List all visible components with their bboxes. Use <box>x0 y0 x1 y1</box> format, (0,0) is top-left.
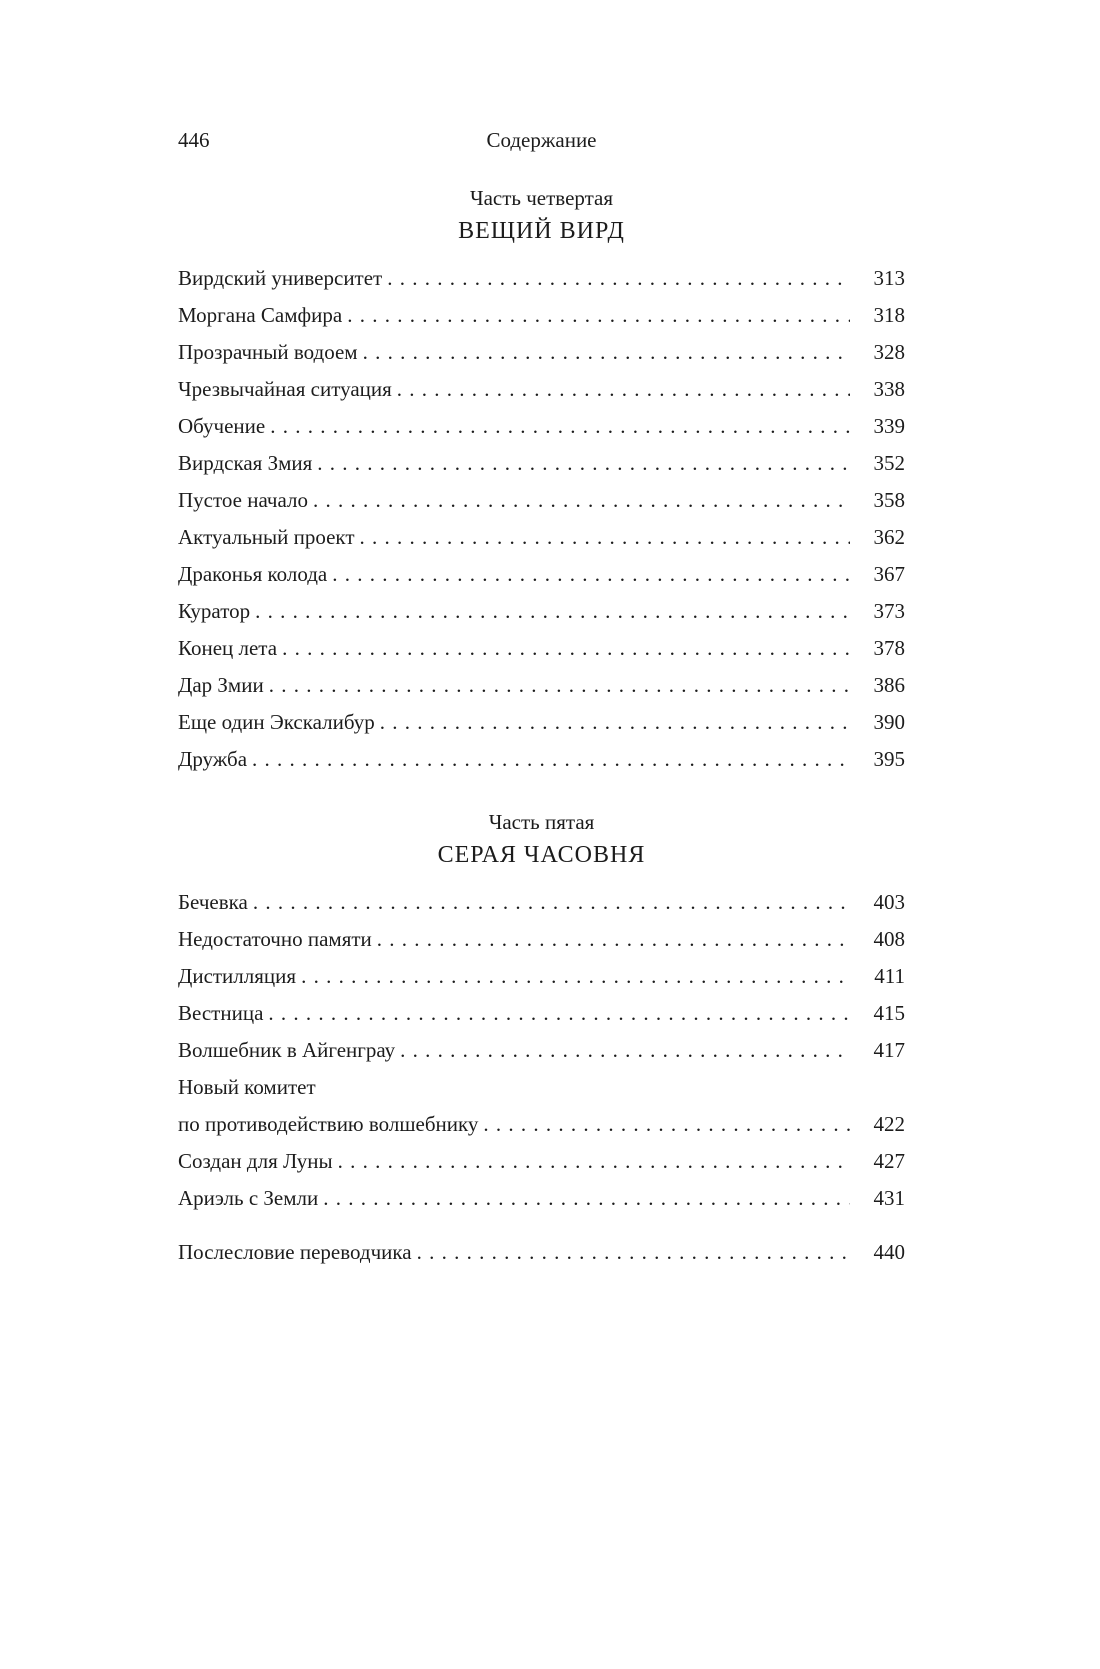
toc-entry-title: Еще один Экскалибур <box>178 710 375 734</box>
dot-leader <box>400 1032 850 1069</box>
dot-leader <box>377 921 850 958</box>
toc-entry-row <box>178 556 905 593</box>
dot-leader <box>380 704 850 741</box>
toc-entry <box>178 260 905 297</box>
toc-entry-title: Куратор <box>178 599 251 623</box>
toc-entry <box>178 408 905 445</box>
toc-entry-title: Вестница <box>178 1001 264 1025</box>
dot-leader <box>417 1234 850 1271</box>
part-label: Часть пятая <box>488 810 595 834</box>
toc-entry-title: Вирдская Змия <box>178 451 313 475</box>
toc-entry-row <box>178 482 905 519</box>
dot-leader <box>360 519 850 556</box>
toc-entry-page: 358 <box>873 488 905 512</box>
toc-entry-page: 408 <box>873 927 905 951</box>
toc-entry-page: 328 <box>873 340 905 364</box>
toc-entry-row <box>178 260 905 297</box>
toc-entry-title: Моргана Самфира <box>178 303 343 327</box>
dot-leader <box>301 958 850 995</box>
toc-entry-title: Дистилляция <box>178 964 297 988</box>
dot-leader <box>332 556 850 593</box>
toc-footer-entry <box>178 1234 905 1271</box>
part-title: СЕРАЯ ЧАСОВНЯ <box>437 842 646 868</box>
toc-entry <box>178 519 905 556</box>
toc-entry-row <box>178 704 905 741</box>
dot-leader <box>253 884 850 921</box>
toc-entry-row <box>178 921 905 958</box>
toc-entry <box>178 958 905 995</box>
toc-entry-title-line1: Новый комитет <box>178 1075 316 1099</box>
toc-entry-title: Ариэль с Земли <box>178 1186 319 1210</box>
toc-entry-row <box>178 593 905 630</box>
toc-entry <box>178 445 905 482</box>
toc-entry <box>178 741 905 778</box>
toc-entry-row <box>178 445 905 482</box>
part-heading <box>178 182 905 248</box>
toc-section <box>178 182 905 778</box>
toc-entry-title: Чрезвычайная ситуация <box>178 377 392 401</box>
toc-entry <box>178 1143 905 1180</box>
toc-list <box>178 260 905 778</box>
toc-entry-row <box>178 1180 905 1217</box>
dot-leader <box>270 408 850 445</box>
dot-leader <box>269 667 850 704</box>
toc-entry-title: Дружба <box>178 747 248 771</box>
toc-entry-page: 352 <box>873 451 905 475</box>
toc-entry-page: 378 <box>873 636 905 660</box>
toc-entry-page: 339 <box>873 414 905 438</box>
dot-leader <box>255 593 850 630</box>
toc-entry <box>178 995 905 1032</box>
part-title: ВЕЩИЙ ВИРД <box>458 218 625 244</box>
toc-entry <box>178 1234 905 1271</box>
toc-entry-page: 338 <box>873 377 905 401</box>
dot-leader <box>387 260 850 297</box>
toc-entry-page: 362 <box>873 525 905 549</box>
part-label: Часть четвертая <box>469 186 614 210</box>
toc-entry-row <box>178 1143 905 1180</box>
dot-leader <box>268 995 850 1032</box>
toc-entry-title: Вирдский университет <box>178 266 383 290</box>
dot-leader <box>338 1143 850 1180</box>
toc-entry-row <box>178 741 905 778</box>
toc-entry <box>178 921 905 958</box>
toc-entry-row <box>178 1032 905 1069</box>
dot-leader <box>313 482 850 519</box>
dot-leader <box>317 445 850 482</box>
toc-entry-title: Обучение <box>178 414 266 438</box>
page-title: Содержание <box>486 128 597 152</box>
toc-entry <box>178 334 905 371</box>
dot-leader <box>282 630 850 667</box>
toc-entry-title: Драконья колода <box>178 562 328 586</box>
toc-entry <box>178 556 905 593</box>
toc-entry <box>178 371 905 408</box>
toc-list <box>178 884 905 1217</box>
toc-entry-page: 373 <box>873 599 905 623</box>
toc-entry-page: 415 <box>873 1001 905 1025</box>
toc-entry-row <box>178 371 905 408</box>
toc-entry-row <box>178 408 905 445</box>
toc-entry-title: Недостаточно памяти <box>178 927 372 951</box>
toc-entry-title: Создан для Луны <box>178 1149 333 1173</box>
toc-sections <box>178 182 905 1217</box>
toc-entry-page: 431 <box>873 1186 905 1210</box>
toc-entry <box>178 482 905 519</box>
toc-section <box>178 806 905 1217</box>
toc-entry-row <box>178 630 905 667</box>
toc-entry-row <box>178 1106 905 1143</box>
dot-leader <box>397 371 850 408</box>
toc-entry-title: Конец лета <box>178 636 278 660</box>
toc-entry-row <box>178 995 905 1032</box>
dot-leader <box>363 334 850 371</box>
toc-entry-page: 395 <box>873 747 905 771</box>
dot-leader <box>347 297 850 334</box>
toc-entry-page: 417 <box>873 1038 905 1062</box>
toc-entry <box>178 1032 905 1069</box>
toc-entry-title: Прозрачный водоем <box>178 340 358 364</box>
toc-entry-page: 318 <box>873 303 905 327</box>
toc-entry-title: Послесловие переводчика <box>178 1240 412 1264</box>
toc-entry-title: Бечевка <box>178 890 248 914</box>
toc-entry-page: 367 <box>873 562 905 586</box>
toc-entry <box>178 884 905 921</box>
running-head <box>178 126 905 154</box>
toc-entry-page: 411 <box>874 964 905 988</box>
toc-entry-row <box>178 519 905 556</box>
toc-entry-page: 440 <box>873 1240 905 1264</box>
toc-entry-title: по противодействию волшебнику <box>178 1112 479 1136</box>
toc-entry-row <box>178 884 905 921</box>
toc-entry-title: Волшебник в Айгенграу <box>178 1038 396 1062</box>
toc-entry-title: Пустое начало <box>178 488 308 512</box>
toc-entry-page: 390 <box>873 710 905 734</box>
toc-entry <box>178 667 905 704</box>
toc-entry <box>178 1180 905 1217</box>
toc-entry-page: 313 <box>873 266 905 290</box>
toc-entry-row <box>178 334 905 371</box>
toc-entry-title: Дар Змии <box>178 673 264 697</box>
dot-leader <box>483 1106 850 1143</box>
dot-leader <box>252 741 850 778</box>
toc-entry-title: Актуальный проект <box>178 525 355 549</box>
toc-entry-row <box>178 1234 905 1271</box>
part-heading <box>178 806 905 872</box>
toc-entry <box>178 297 905 334</box>
toc-entry <box>178 704 905 741</box>
toc-entry <box>178 593 905 630</box>
toc-entry-page: 427 <box>873 1149 905 1173</box>
toc-entry <box>178 630 905 667</box>
toc-entry-row <box>178 297 905 334</box>
toc-entry-row <box>178 958 905 995</box>
toc-entry-row <box>178 667 905 704</box>
folio-page-number: 446 <box>178 128 210 152</box>
dot-leader <box>323 1180 850 1217</box>
toc-entry-page: 422 <box>873 1112 905 1136</box>
toc-entry-page: 403 <box>873 890 905 914</box>
toc-entry <box>178 1069 905 1143</box>
toc-entry-page: 386 <box>873 673 905 697</box>
